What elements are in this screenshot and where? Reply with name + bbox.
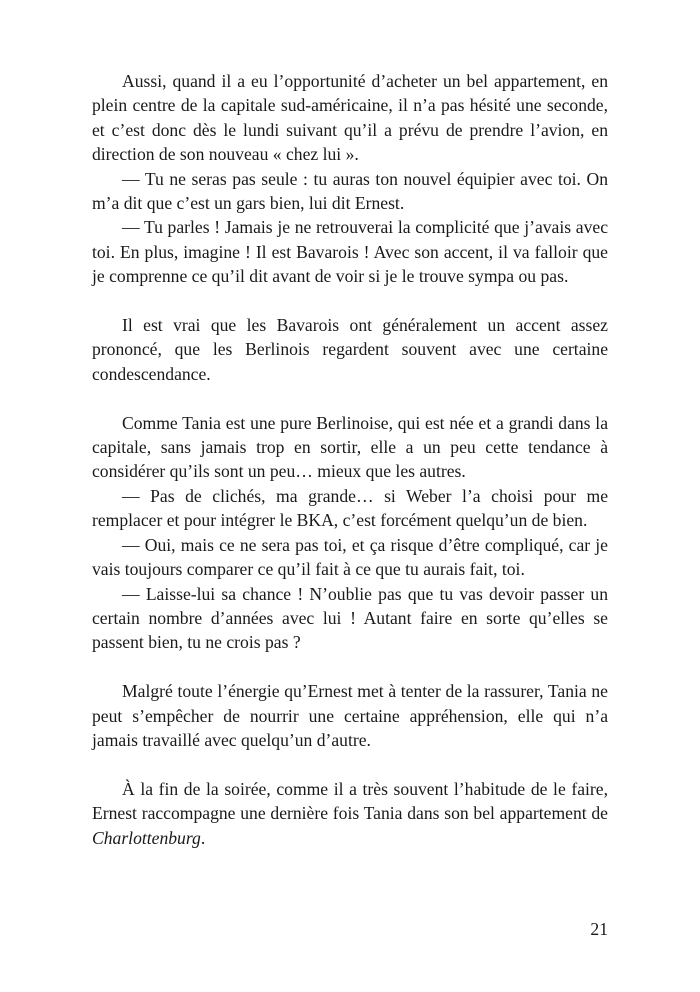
paragraph-text: Il est vrai que les Bavarois ont généralement un accent assez prononcé, que les Berlinois regardent souvent avec une certaine condescendance. (92, 315, 608, 384)
paragraph-text: — Laisse-lui sa chance ! N’oublie pas que tu vas devoir passer un certain nombre d’années avec lui ! Autant faire en sorte qu’elles se passent bien, tu ne crois pas ? (92, 583, 608, 653)
paragraph (92, 69, 608, 167)
paragraph-text: Malgré toute l’énergie qu’Ernest met à tenter de la rassurer, Tania ne peut s’empêcher de nourrir une certaine appréhension, elle qui n’a jamais travaillé avec quelqu’un d’autre. (92, 681, 608, 750)
page-body (92, 69, 608, 850)
page-number: 21 (590, 919, 608, 939)
paragraph-gap (92, 655, 608, 679)
paragraph (92, 777, 608, 850)
italic-place-name: Charlottenburg (92, 827, 201, 848)
paragraph-gap (92, 386, 608, 410)
paragraph (92, 484, 608, 533)
paragraph-text: — Tu ne seras pas seule : tu auras ton nouvel équipier avec toi. On m’a dit que c’est un gars bien, lui dit Ernest. (92, 168, 608, 214)
paragraph-tail: . (200, 827, 206, 848)
paragraph (92, 582, 608, 655)
paragraph-text: À la fin de la soirée, comme il a très souvent l’habitude de le faire, Ernest raccompagne une dernière fois Tania dans son bel appartement de (92, 778, 608, 824)
paragraph (92, 679, 608, 752)
paragraph (92, 167, 608, 216)
paragraph-text: Aussi, quand il a eu l’opportunité d’acheter un bel appartement, en plein centre de la capitale sud-américaine, il n’a pas hésité une seconde, et c’est donc dès le lundi suivant qu’il a prévu de prendre l’avion, en direction de son nouveau « chez lui ». (92, 71, 608, 165)
paragraph-gap (92, 289, 608, 313)
paragraph (92, 313, 608, 386)
paragraph-text: Comme Tania est une pure Berlinoise, qui est née et a grandi dans la capitale, sans jamais trop en sortir, elle a un peu cette tendance à considérer qu’ils sont un peu… mieux que les autres. (92, 412, 608, 482)
paragraph-text: — Oui, mais ce ne sera pas toi, et ça risque d’être compliqué, car je vais toujours comparer ce qu’il fait à ce que tu aurais fait, toi. (92, 534, 608, 580)
paragraph-text: — Pas de clichés, ma grande… si Weber l’a choisi pour me remplacer et pour intégrer le BKA, c’est forcément quelqu’un de bien. (92, 485, 608, 531)
paragraph (92, 533, 608, 582)
paragraph-gap (92, 752, 608, 776)
paragraph-text: — Tu parles ! Jamais je ne retrouverai la complicité que j’avais avec toi. En plus, imagine ! Il est Bavarois ! Avec son accent, il va falloir que je comprenne ce qu’il dit avant de voir si je le trouve sympa ou pas. (92, 217, 608, 287)
paragraph (92, 215, 608, 288)
paragraph (92, 411, 608, 484)
